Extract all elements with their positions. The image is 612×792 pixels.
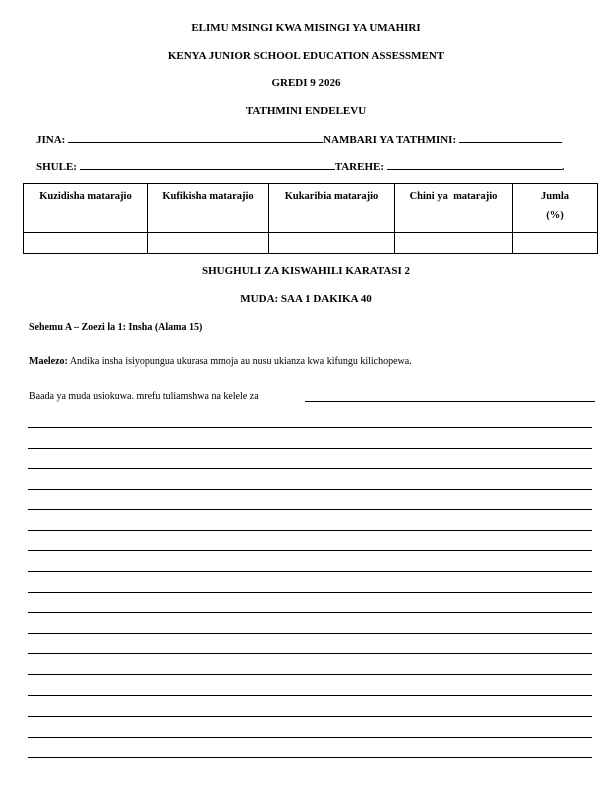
writing-line[interactable] bbox=[28, 427, 592, 428]
tarehe-field[interactable] bbox=[387, 160, 562, 170]
jina-field[interactable] bbox=[68, 133, 323, 143]
cell-chini[interactable] bbox=[395, 233, 513, 254]
opening-text: Baada ya muda usiokuwa. mrefu tuliamshwa na kelele za bbox=[29, 391, 259, 402]
header-jumla bbox=[513, 184, 598, 233]
shule-field[interactable] bbox=[80, 160, 335, 170]
header-chini: Chini ya matarajio bbox=[395, 184, 513, 233]
jina-label: JINA: bbox=[36, 134, 66, 146]
header-line-2: KENYA JUNIOR SCHOOL EDUCATION ASSESSMENT bbox=[167, 50, 445, 62]
tarehe-end: . bbox=[561, 161, 565, 173]
writing-line[interactable] bbox=[28, 695, 592, 696]
part-heading: Sehemu A – Zoezi la 1: Insha (Alama 15) bbox=[29, 322, 203, 333]
writing-line[interactable] bbox=[28, 757, 592, 758]
writing-line[interactable] bbox=[28, 674, 592, 675]
percent-label: (%) bbox=[546, 210, 564, 221]
header-line-3: GREDI 9 2026 bbox=[271, 77, 341, 89]
shule-row bbox=[36, 160, 565, 174]
writing-line[interactable] bbox=[28, 612, 592, 613]
header-kufikisha: Kufikisha matarajio bbox=[148, 184, 269, 233]
writing-line[interactable] bbox=[28, 489, 592, 490]
header-kukaribia: Kukaribia matarajio bbox=[269, 184, 395, 233]
writing-line[interactable] bbox=[28, 716, 592, 717]
cell-jumla[interactable] bbox=[513, 233, 598, 254]
shule-label: SHULE: bbox=[36, 161, 77, 173]
writing-line[interactable] bbox=[28, 448, 592, 449]
opening-blank[interactable] bbox=[305, 401, 595, 402]
writing-line[interactable] bbox=[28, 509, 592, 510]
header-line-4: TATHMINI ENDELEVU bbox=[245, 105, 367, 117]
jina-row bbox=[36, 133, 562, 147]
writing-line[interactable] bbox=[28, 571, 592, 572]
subject-title: SHUGHULI ZA KISWAHILI KARATASI 2 bbox=[201, 265, 411, 277]
nambari-field[interactable] bbox=[459, 133, 562, 143]
instruction-text: Andika insha isiyopungua ukurasa mmoja au nusu ukianza kwa kifungu kilichopewa. bbox=[67, 356, 412, 367]
grade-table-header-row bbox=[24, 184, 598, 233]
writing-line[interactable] bbox=[28, 737, 592, 738]
jumla-label: Jumla bbox=[540, 191, 569, 202]
time-allowed: MUDA: SAA 1 DAKIKA 40 bbox=[240, 293, 372, 305]
grade-table-row bbox=[24, 233, 598, 254]
instructions bbox=[29, 356, 412, 368]
header-kuzidisha: Kuzidisha matarajio bbox=[24, 184, 148, 233]
opening-line bbox=[29, 391, 259, 403]
writing-line[interactable] bbox=[28, 550, 592, 551]
instruction-label: Maelezo: bbox=[29, 356, 68, 367]
writing-line[interactable] bbox=[28, 592, 592, 593]
writing-line[interactable] bbox=[28, 633, 592, 634]
nambari-label: NAMBARI YA TATHMINI: bbox=[323, 134, 457, 146]
cell-kuzidisha[interactable] bbox=[24, 233, 148, 254]
header-line-1: ELIMU MSINGI KWA MISINGI YA UMAHIRI bbox=[191, 22, 421, 34]
cell-kukaribia[interactable] bbox=[269, 233, 395, 254]
cell-kufikisha[interactable] bbox=[148, 233, 269, 254]
tarehe-label: TAREHE: bbox=[334, 161, 385, 173]
writing-line[interactable] bbox=[28, 530, 592, 531]
writing-line[interactable] bbox=[28, 468, 592, 469]
grade-table bbox=[23, 183, 598, 254]
writing-line[interactable] bbox=[28, 653, 592, 654]
